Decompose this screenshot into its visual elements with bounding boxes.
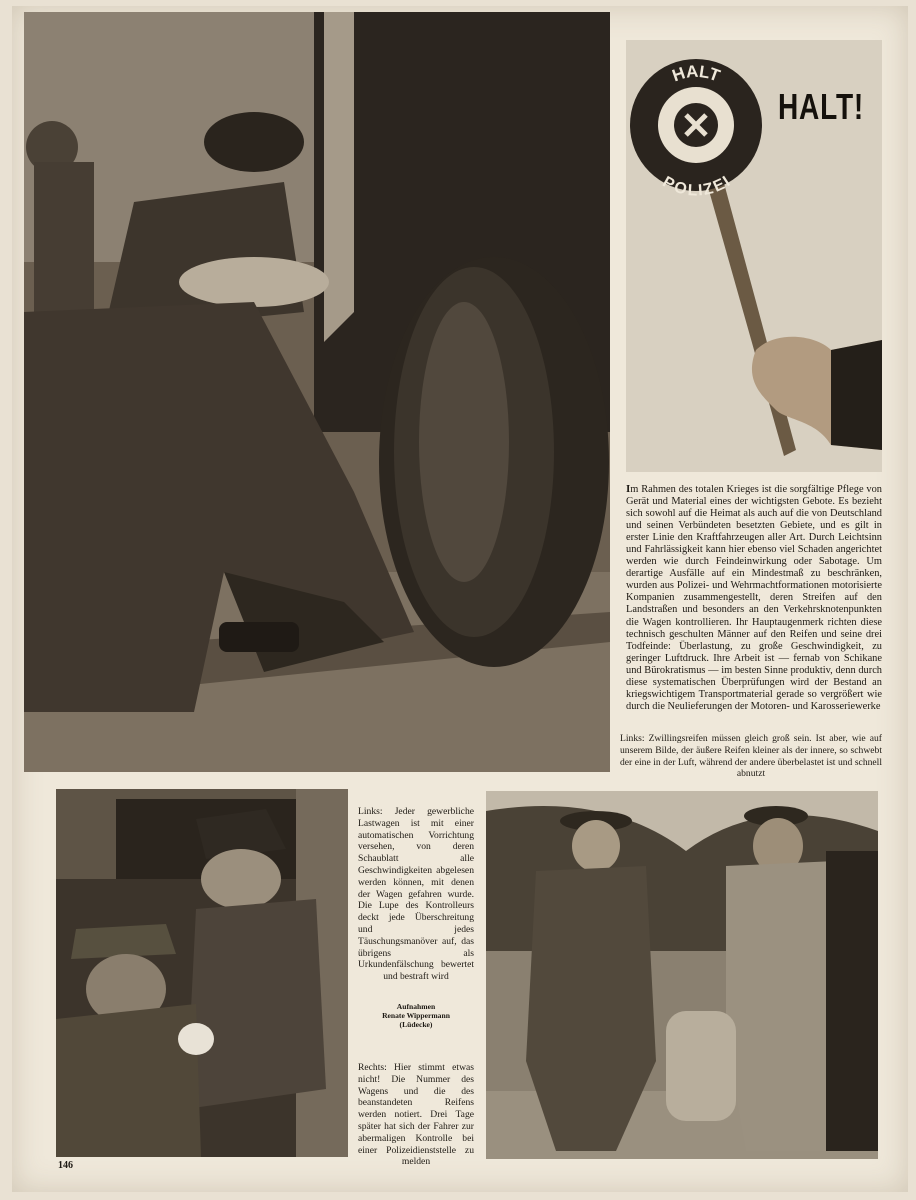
photo-credit	[358, 1002, 474, 1029]
credit-line-3: (Lüdecke)	[399, 1020, 433, 1029]
article-dropcap: I	[626, 483, 631, 495]
sign-top-text: HALT	[669, 61, 723, 86]
tachograph-check-photo	[56, 789, 348, 1157]
tire-inspection-photo	[24, 12, 610, 772]
article-body	[626, 483, 882, 723]
caption-zwillingsreifen: Links: Zwillingsreifen müssen gleich groß sein. Ist aber, wie auf unserem Bilde, der äußere Reifen kleiner als der innere, so schwebt der eine in der Luft, während der andere überbelastet ist und schnell abnutzt	[620, 733, 882, 780]
sign-bottom-text: POLIZEI	[659, 173, 734, 200]
page-number: 146	[58, 1160, 73, 1171]
caption-lastwagen: Links: Jeder gewerbliche Lastwagen ist mit einer automatischen Vorrichtung versehen, von deren Schaublatt alle Geschwindigkeiten abgelesen werden können, mit denen der Wagen gefahren wurde. Die Lupe des Kontrolleurs deckt jede Überschreitung und jedes Täuschungsmanöver auf, das übrigens als Urkundenfälschung bewertet und bestraft wird	[358, 806, 474, 983]
credit-line-2: Renate Wippermann	[382, 1011, 450, 1020]
halt-heading: HALT!	[778, 86, 865, 127]
halt-sign-photo	[626, 40, 882, 472]
article-text: m Rahmen des totalen Krieges ist die sorgfältige Pflege von Gerät und Material eines der wichtigsten Gebote. Es bezieht sich sowohl auf die Heimat als auch auf die von Deutschland und seinen Verbündeten besetzten Gebiete, und es gilt in erster Linie den Kraftfahrzeugen aller Art. Durch Leichtsinn und Fahrlässigkeit kann hier ebenso viel Schaden angerichtet werden wie durch Feindeinwirkung oder Sabotage. Um derartige Ausfälle auf ein Mindestmaß zu beschränken, wurden aus Polizei- und Wehrmachtformationen motorisierte Kompanien zusammengestellt, deren Streifen auf den Landstraßen und besonders an den Verkehrsknotenpunkten die Wagen kontrollieren. Ihr Hauptaugenmerk richten diese technisch geschulten Männer auf den Reifen und seine drei Todfeinde: Überlastung, zu große Geschwindigkeit, zu geringer Luftdruck. Ihre Arbeit ist — fernab von Schikane und Bürokratismus — im besten Sinne produktiv, denn durch diese systematischen Überprüfungen wird der Bestand an kriegswichtigem Transportmaterial gerade so vergrößert wie durch die Neulieferungen der Motoren- und Karosseriewerke	[626, 484, 882, 712]
police-patrol-photo	[486, 791, 878, 1159]
credit-line-1: Aufnahmen	[396, 1002, 436, 1011]
caption-rechts: Rechts: Hier stimmt etwas nicht! Die Nummer des Wagens und die des beanstandeten Reifens werden notiert. Drei Tage später hat sich der Fahrer zur abermaligen Kontrolle bei einer Polizeidienststelle zu melden	[358, 1062, 474, 1168]
